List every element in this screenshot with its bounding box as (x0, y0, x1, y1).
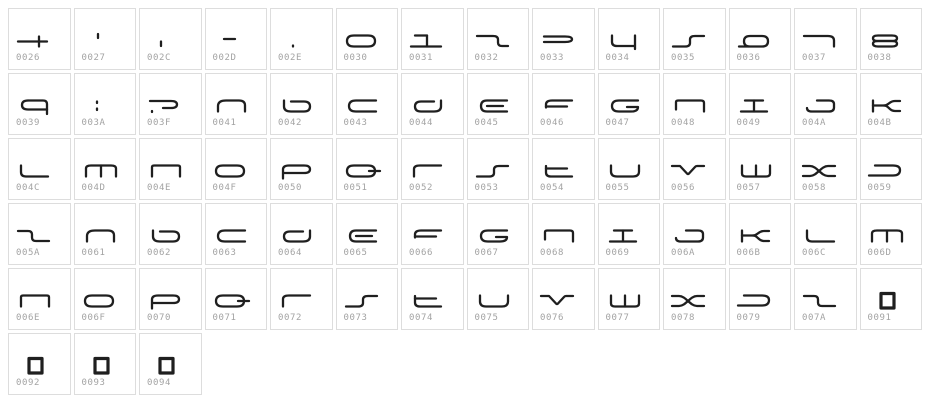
glyph-notdef-icon (81, 351, 121, 381)
glyph-six-icon (736, 26, 776, 56)
glyph-colon-icon (81, 91, 121, 121)
glyph-cell-0077[interactable] (598, 268, 661, 330)
codepoint-label: 0027 (81, 53, 106, 63)
glyph-three-icon (539, 26, 579, 56)
codepoint-label: 0092 (16, 378, 41, 388)
glyph-cell-0094[interactable] (139, 333, 202, 395)
codepoint-label: 0075 (474, 313, 499, 323)
glyph-cell-0033[interactable] (532, 8, 595, 70)
glyph-cell-003F[interactable] (139, 73, 202, 135)
glyph-notdef-icon (15, 351, 55, 381)
codepoint-label: 0031 (409, 53, 434, 63)
glyph-cell-002D[interactable] (205, 8, 268, 70)
glyph-cell-003A[interactable] (74, 73, 137, 135)
glyph-t-icon (408, 286, 448, 316)
codepoint-label: 0036 (736, 53, 761, 63)
glyph-question-icon (146, 91, 186, 121)
glyph-cell-0072[interactable] (270, 268, 333, 330)
codepoint-label: 003A (81, 118, 106, 128)
glyph-cell-0076[interactable] (532, 268, 595, 330)
glyph-s-icon (343, 286, 383, 316)
glyph-cell-006D[interactable] (860, 203, 923, 265)
glyph-apostrophe-icon (81, 26, 121, 56)
glyph-A-icon (212, 91, 252, 121)
codepoint-label: 0038 (867, 53, 892, 63)
codepoint-label: 006C (802, 248, 827, 258)
glyph-cell-0048[interactable] (663, 73, 726, 135)
glyph-cell-0070[interactable] (139, 268, 202, 330)
glyph-cell-0062[interactable] (139, 203, 202, 265)
glyph-two-icon (474, 26, 514, 56)
codepoint-label: 0042 (278, 118, 303, 128)
codepoint-label: 0047 (605, 118, 630, 128)
glyph-cell-0092[interactable] (8, 333, 71, 395)
glyph-F-icon (539, 91, 579, 121)
codepoint-label: 004A (802, 118, 827, 128)
glyph-cell-006F[interactable] (74, 268, 137, 330)
glyph-e-icon (343, 221, 383, 251)
glyph-cell-0026[interactable] (8, 8, 71, 70)
glyph-cell-006B[interactable] (729, 203, 792, 265)
glyph-cell-0057[interactable] (729, 138, 792, 200)
glyph-cell-0041[interactable] (205, 73, 268, 135)
codepoint-label: 0033 (540, 53, 565, 63)
glyph-S-icon (474, 156, 514, 186)
glyph-cell-0032[interactable] (467, 8, 530, 70)
codepoint-label: 0072 (278, 313, 303, 323)
glyph-m-icon (867, 221, 907, 251)
codepoint-label: 006F (81, 313, 106, 323)
glyph-cell-004B[interactable] (860, 73, 923, 135)
glyph-cell-0039[interactable] (8, 73, 71, 135)
codepoint-label: 0053 (474, 183, 499, 193)
glyph-seven-icon (801, 26, 841, 56)
codepoint-label: 0035 (671, 53, 696, 63)
codepoint-label: 0055 (605, 183, 630, 193)
glyph-T-icon (539, 156, 579, 186)
codepoint-label: 005A (16, 248, 41, 258)
glyph-cell-0093[interactable] (74, 333, 137, 395)
glyph-cell-0078[interactable] (663, 268, 726, 330)
codepoint-label: 007A (802, 313, 827, 323)
glyph-x-icon (670, 286, 710, 316)
glyph-R-icon (408, 156, 448, 186)
glyph-o-icon (81, 286, 121, 316)
glyph-k-icon (736, 221, 776, 251)
glyph-U-icon (605, 156, 645, 186)
codepoint-label: 0066 (409, 248, 434, 258)
glyph-u-icon (474, 286, 514, 316)
glyph-cell-0053[interactable] (467, 138, 530, 200)
codepoint-label: 0052 (409, 183, 434, 193)
codepoint-label: 0059 (867, 183, 892, 193)
glyph-cell-0049[interactable] (729, 73, 792, 135)
glyph-cell-0054[interactable] (532, 138, 595, 200)
glyph-cell-0047[interactable] (598, 73, 661, 135)
glyph-cell-006E[interactable] (8, 268, 71, 330)
codepoint-label: 0026 (16, 53, 41, 63)
glyph-a-icon (81, 221, 121, 251)
glyph-H-icon (670, 91, 710, 121)
glyph-cell-002C[interactable] (139, 8, 202, 70)
glyph-Z-icon (15, 221, 55, 251)
codepoint-label: 0062 (147, 248, 172, 258)
glyph-O-icon (212, 156, 252, 186)
glyph-period-icon (277, 26, 317, 56)
codepoint-label: 0044 (409, 118, 434, 128)
glyph-notdef-icon (146, 351, 186, 381)
glyph-cell-004E[interactable] (139, 138, 202, 200)
glyph-cell-006A[interactable] (663, 203, 726, 265)
glyph-c-icon (212, 221, 252, 251)
codepoint-label: 004F (212, 183, 237, 193)
glyph-y-icon (736, 286, 776, 316)
glyph-cell-0050[interactable] (270, 138, 333, 200)
glyph-cell-0073[interactable] (336, 268, 399, 330)
glyph-K-icon (867, 91, 907, 121)
codepoint-label: 006E (16, 313, 41, 323)
codepoint-label: 002E (278, 53, 303, 63)
glyph-cell-0068[interactable] (532, 203, 595, 265)
glyph-cell-006C[interactable] (794, 203, 857, 265)
codepoint-label: 0068 (540, 248, 565, 258)
glyph-notdef-icon (867, 286, 907, 316)
glyph-cell-005A[interactable] (8, 203, 71, 265)
glyph-cell-0056[interactable] (663, 138, 726, 200)
codepoint-label: 0074 (409, 313, 434, 323)
codepoint-label: 0039 (16, 118, 41, 128)
glyph-w-icon (605, 286, 645, 316)
codepoint-label: 0046 (540, 118, 565, 128)
codepoint-label: 006B (736, 248, 761, 258)
glyph-V-icon (670, 156, 710, 186)
codepoint-label: 004C (16, 183, 41, 193)
codepoint-label: 0067 (474, 248, 499, 258)
glyph-v-icon (539, 286, 579, 316)
codepoint-label: 004D (81, 183, 106, 193)
glyph-cell-0069[interactable] (598, 203, 661, 265)
codepoint-label: 0069 (605, 248, 630, 258)
glyph-cell-0055[interactable] (598, 138, 661, 200)
glyph-hyphen-icon (212, 26, 252, 56)
codepoint-label: 0076 (540, 313, 565, 323)
glyph-z-icon (801, 286, 841, 316)
glyph-cell-0066[interactable] (401, 203, 464, 265)
glyph-ampersand-icon (15, 26, 55, 56)
glyph-cell-0079[interactable] (729, 268, 792, 330)
glyph-cell-0061[interactable] (74, 203, 137, 265)
codepoint-label: 0091 (867, 313, 892, 323)
codepoint-label: 0051 (343, 183, 368, 193)
glyph-cell-0046[interactable] (532, 73, 595, 135)
glyph-four-icon (605, 26, 645, 56)
codepoint-label: 0050 (278, 183, 303, 193)
glyph-cell-004C[interactable] (8, 138, 71, 200)
codepoint-label: 0032 (474, 53, 499, 63)
codepoint-label: 0078 (671, 313, 696, 323)
glyph-h-icon (539, 221, 579, 251)
codepoint-label: 0077 (605, 313, 630, 323)
glyph-cell-0044[interactable] (401, 73, 464, 135)
codepoint-label: 0063 (212, 248, 237, 258)
codepoint-label: 0049 (736, 118, 761, 128)
glyph-i-icon (605, 221, 645, 251)
glyph-q-icon (212, 286, 252, 316)
glyph-I-icon (736, 91, 776, 121)
glyph-cell-0051[interactable] (336, 138, 399, 200)
glyph-cell-004D[interactable] (74, 138, 137, 200)
glyph-five-icon (670, 26, 710, 56)
glyph-cell-0036[interactable] (729, 8, 792, 70)
codepoint-label: 0048 (671, 118, 696, 128)
glyph-comma-icon (146, 26, 186, 56)
codepoint-label: 002C (147, 53, 172, 63)
glyph-b-icon (146, 221, 186, 251)
glyph-cell-0065[interactable] (336, 203, 399, 265)
glyph-C-icon (343, 91, 383, 121)
codepoint-label: 002D (212, 53, 237, 63)
glyph-r-icon (277, 286, 317, 316)
glyph-cell-0031[interactable] (401, 8, 464, 70)
glyph-g-icon (474, 221, 514, 251)
glyph-n-icon (15, 286, 55, 316)
codepoint-label: 006D (867, 248, 892, 258)
codepoint-label: 0045 (474, 118, 499, 128)
glyph-cell-0064[interactable] (270, 203, 333, 265)
glyph-j-icon (670, 221, 710, 251)
glyph-X-icon (801, 156, 841, 186)
codepoint-label: 0065 (343, 248, 368, 258)
glyph-cell-004F[interactable] (205, 138, 268, 200)
glyph-cell-0034[interactable] (598, 8, 661, 70)
glyph-d-icon (277, 221, 317, 251)
glyph-J-icon (801, 91, 841, 121)
codepoint-label: 0073 (343, 313, 368, 323)
codepoint-label: 0034 (605, 53, 630, 63)
glyph-D-icon (408, 91, 448, 121)
codepoint-label: 0079 (736, 313, 761, 323)
glyph-l-icon (801, 221, 841, 251)
codepoint-label: 0058 (802, 183, 827, 193)
glyph-cell-0043[interactable] (336, 73, 399, 135)
codepoint-label: 004E (147, 183, 172, 193)
glyph-M-icon (81, 156, 121, 186)
glyph-cell-0042[interactable] (270, 73, 333, 135)
glyph-cell-0052[interactable] (401, 138, 464, 200)
glyph-cell-0091[interactable] (860, 268, 923, 330)
glyph-cell-0059[interactable] (860, 138, 923, 200)
glyph-B-icon (277, 91, 317, 121)
codepoint-label: 0054 (540, 183, 565, 193)
glyph-cell-0074[interactable] (401, 268, 464, 330)
glyph-nine-icon (15, 91, 55, 121)
glyph-W-icon (736, 156, 776, 186)
codepoint-label: 0057 (736, 183, 761, 193)
glyph-p-icon (146, 286, 186, 316)
codepoint-label: 0094 (147, 378, 172, 388)
codepoint-label: 0041 (212, 118, 237, 128)
codepoint-label: 0071 (212, 313, 237, 323)
glyph-Q-icon (343, 156, 383, 186)
glyph-E-icon (474, 91, 514, 121)
codepoint-label: 0056 (671, 183, 696, 193)
glyph-cell-0063[interactable] (205, 203, 268, 265)
glyph-N-icon (146, 156, 186, 186)
codepoint-label: 0030 (343, 53, 368, 63)
glyph-cell-0038[interactable] (860, 8, 923, 70)
glyph-one-icon (408, 26, 448, 56)
codepoint-label: 003F (147, 118, 172, 128)
glyph-cell-007A[interactable] (794, 268, 857, 330)
codepoint-label: 0061 (81, 248, 106, 258)
codepoint-label: 006A (671, 248, 696, 258)
glyph-Y-icon (867, 156, 907, 186)
glyph-P-icon (277, 156, 317, 186)
glyph-eight-icon (867, 26, 907, 56)
glyph-L-icon (15, 156, 55, 186)
codepoint-label: 0064 (278, 248, 303, 258)
codepoint-label: 0043 (343, 118, 368, 128)
codepoint-label: 0093 (81, 378, 106, 388)
glyph-f-icon (408, 221, 448, 251)
glyph-cell-004A[interactable] (794, 73, 857, 135)
codepoint-label: 0070 (147, 313, 172, 323)
glyph-cell-0075[interactable] (467, 268, 530, 330)
glyph-cell-0067[interactable] (467, 203, 530, 265)
glyph-cell-0058[interactable] (794, 138, 857, 200)
glyph-cell-0030[interactable] (336, 8, 399, 70)
codepoint-label: 0037 (802, 53, 827, 63)
glyph-cell-0035[interactable] (663, 8, 726, 70)
glyph-cell-0027[interactable] (74, 8, 137, 70)
codepoint-label: 004B (867, 118, 892, 128)
glyph-cell-0037[interactable] (794, 8, 857, 70)
glyph-zero-icon (343, 26, 383, 56)
glyph-cell-0045[interactable] (467, 73, 530, 135)
glyph-G-icon (605, 91, 645, 121)
glyph-cell-002E[interactable] (270, 8, 333, 70)
glyph-cell-0071[interactable] (205, 268, 268, 330)
